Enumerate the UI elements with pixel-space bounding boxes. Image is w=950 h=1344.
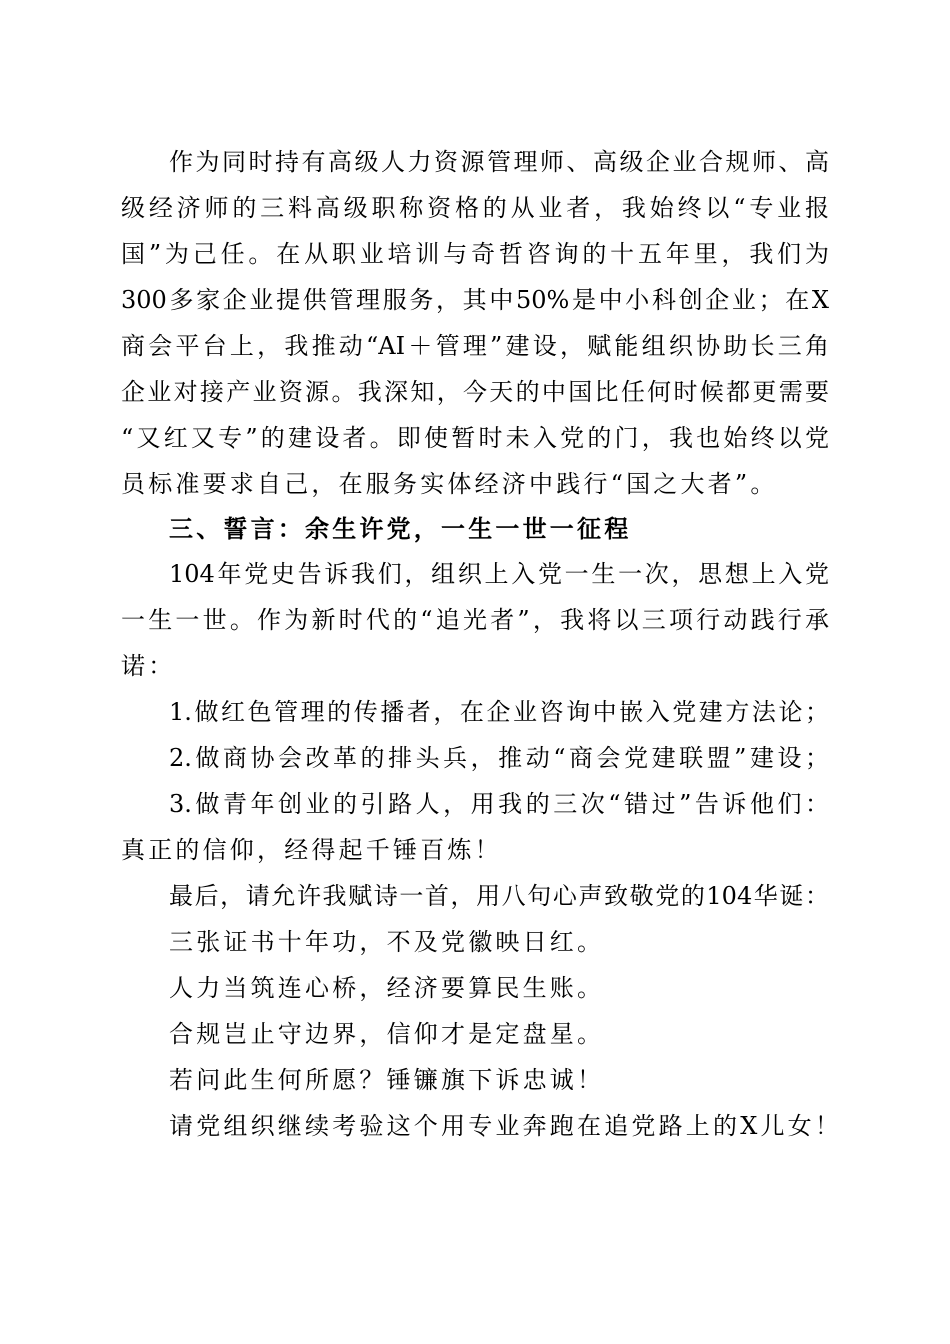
list-item: 3.做青年创业的引路人，用我的三次“错过”告诉他们：	[169, 790, 829, 818]
paragraph-line: 员标准要求自己，在服务实体经济中践行“国之大者”。	[121, 470, 778, 498]
paragraph-line: 国”为己任。在从职业培训与奇哲咨询的十五年里，我们为	[121, 240, 829, 268]
paragraph-line: 商会平台上，我推动“AI＋管理”建设，赋能组织协助长三角	[121, 332, 829, 360]
paragraph-line: 一生一世。作为新时代的“追光者”，我将以三项行动践行承	[121, 606, 829, 634]
list-item: 1.做红色管理的传播者，在企业咨询中嵌入党建方法论；	[169, 698, 829, 726]
poem-intro: 最后，请允许我赋诗一首，用八句心声致敬党的104华诞：	[169, 882, 829, 910]
paragraph-line: 企业对接产业资源。我深知，今天的中国比任何时候都更需要	[121, 378, 829, 406]
paragraph-line: “又红又专”的建设者。即使暂时未入党的门，我也始终以党	[121, 424, 829, 452]
poem-line: 三张证书十年功，不及党徽映日红。	[169, 928, 605, 956]
poem-line: 人力当筑连心桥，经济要算民生账。	[169, 974, 605, 1002]
paragraph-line: 诺：	[121, 652, 176, 680]
list-item: 2.做商协会改革的排头兵，推动“商会党建联盟”建设；	[169, 744, 829, 772]
poem-line: 若问此生何所愿？锤镰旗下诉忠诚！	[169, 1066, 605, 1094]
section-heading: 三、誓言：余生许党，一生一世一征程	[169, 515, 632, 543]
paragraph-line: 300多家企业提供管理服务，其中50%是中小科创企业；在X	[121, 286, 829, 314]
poem-line: 合规岂止守边界，信仰才是定盘星。	[169, 1020, 605, 1048]
paragraph-line: 作为同时持有高级人力资源管理师、高级企业合规师、高	[169, 148, 829, 176]
paragraph-line: 级经济师的三料高级职称资格的从业者，我始终以“专业报	[121, 194, 829, 222]
list-item-continuation: 真正的信仰，经得起千锤百炼！	[121, 836, 502, 864]
closing-line: 请党组织继续考验这个用专业奔跑在追党路上的X儿女！	[169, 1112, 843, 1140]
paragraph-line: 104年党史告诉我们，组织上入党一生一次，思想上入党	[169, 560, 829, 588]
